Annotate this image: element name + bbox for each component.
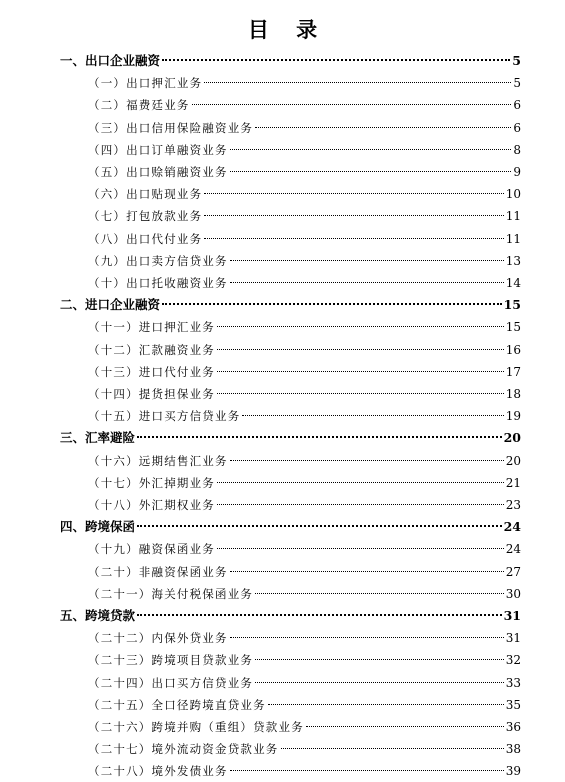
toc-page-number: 14 bbox=[505, 276, 521, 290]
toc-entry-label: （二十三）跨境项目贷款业务 bbox=[88, 653, 254, 668]
toc-page-number: 9 bbox=[513, 165, 521, 179]
dot-leader bbox=[137, 614, 502, 616]
toc-entry-label: 四、跨境保函 bbox=[60, 519, 136, 535]
toc-entry-label: 一、出口企业融资 bbox=[60, 53, 161, 68]
toc-item-entry[interactable] bbox=[88, 627, 521, 649]
toc-entry-label: （十三）进口代付业务 bbox=[88, 364, 215, 379]
dot-leader bbox=[162, 303, 502, 305]
toc-item-entry[interactable] bbox=[88, 228, 521, 250]
dot-leader bbox=[217, 504, 504, 505]
toc-item-entry[interactable] bbox=[88, 450, 521, 472]
toc-entry-label: （十五）进口买方信贷业务 bbox=[88, 409, 241, 424]
toc-entry-label: （二十七）境外流动资金贷款业务 bbox=[88, 742, 279, 757]
toc-item-entry[interactable] bbox=[88, 316, 521, 338]
toc-section-entry[interactable] bbox=[60, 605, 521, 627]
dot-leader bbox=[204, 193, 503, 194]
dot-leader bbox=[306, 726, 504, 727]
dot-leader bbox=[217, 326, 504, 327]
toc-entry-label: （二十一）海关付税保函业务 bbox=[88, 586, 254, 601]
toc-entry-label: （二）福费廷业务 bbox=[88, 98, 190, 113]
toc-page-number: 31 bbox=[505, 631, 521, 646]
toc-item-entry[interactable] bbox=[88, 183, 521, 205]
toc-entry-label: （六）出口贴现业务 bbox=[88, 187, 203, 202]
dot-leader bbox=[204, 238, 503, 239]
toc-item-entry[interactable] bbox=[88, 361, 521, 383]
toc-page-number: 8 bbox=[513, 142, 521, 157]
toc-entry-label: （二十八）境外发债业务 bbox=[88, 764, 228, 779]
toc-item-entry[interactable] bbox=[88, 583, 521, 605]
toc-item-entry[interactable] bbox=[88, 272, 521, 294]
toc-item-entry[interactable] bbox=[88, 161, 521, 183]
toc-page-number: 36 bbox=[505, 720, 521, 734]
toc-entry-label: （二十）非融资保函业务 bbox=[88, 564, 228, 579]
toc-page-number: 24 bbox=[505, 542, 521, 557]
toc-page-number: 21 bbox=[505, 475, 521, 490]
dot-leader bbox=[230, 260, 504, 261]
dot-leader bbox=[268, 704, 504, 705]
toc-page-number: 16 bbox=[505, 342, 521, 357]
dot-leader bbox=[217, 548, 504, 549]
toc-entry-label: （十七）外汇掉期业务 bbox=[88, 475, 215, 490]
toc-entry-label: （十四）提货担保业务 bbox=[88, 387, 215, 401]
toc-page-number: 5 bbox=[512, 53, 521, 68]
toc-entry-label: （一）出口押汇业务 bbox=[88, 76, 203, 91]
dot-leader bbox=[192, 104, 512, 105]
dot-leader bbox=[217, 371, 504, 372]
toc-item-entry[interactable] bbox=[88, 117, 521, 139]
toc-page-number: 11 bbox=[505, 231, 521, 246]
dot-leader bbox=[217, 349, 504, 350]
toc-item-entry[interactable] bbox=[88, 672, 521, 694]
toc-entry-label: （十一）进口押汇业务 bbox=[88, 320, 215, 335]
toc-entry-label: （二十二）内保外贷业务 bbox=[88, 631, 228, 646]
dot-leader bbox=[217, 393, 504, 394]
dot-leader bbox=[242, 415, 503, 416]
toc-item-entry[interactable] bbox=[88, 561, 521, 583]
toc-page-number: 18 bbox=[505, 387, 521, 401]
toc-page-number: 20 bbox=[505, 453, 521, 468]
toc-page-number: 23 bbox=[505, 498, 521, 512]
dot-leader bbox=[230, 460, 504, 461]
toc-page-number: 31 bbox=[503, 608, 521, 623]
dot-leader bbox=[230, 149, 512, 150]
toc-entry-label: （二十五）全口径跨境直贷业务 bbox=[88, 697, 266, 712]
toc-entry-label: 二、进口企业融资 bbox=[60, 297, 161, 313]
toc-page-number: 6 bbox=[513, 98, 521, 113]
toc-entry-label: （三）出口信用保险融资业务 bbox=[88, 120, 254, 135]
toc-item-entry[interactable] bbox=[88, 494, 521, 516]
toc-page-number: 38 bbox=[505, 742, 521, 757]
toc-entry-label: 三、汇率避险 bbox=[60, 430, 136, 446]
dot-leader bbox=[255, 682, 504, 683]
dot-leader bbox=[204, 215, 503, 216]
toc-item-entry[interactable] bbox=[88, 72, 521, 94]
toc-page-number: 11 bbox=[505, 209, 521, 224]
toc-entry-label: 五、跨境贷款 bbox=[60, 608, 136, 623]
toc-page-number: 20 bbox=[503, 430, 521, 446]
toc-item-entry[interactable] bbox=[88, 339, 521, 361]
dot-leader bbox=[217, 482, 504, 483]
dot-leader bbox=[137, 436, 502, 438]
dot-leader bbox=[281, 748, 504, 749]
toc-item-entry[interactable] bbox=[88, 649, 521, 671]
toc-item-entry[interactable] bbox=[88, 694, 521, 716]
dot-leader bbox=[255, 593, 504, 594]
toc-page-number: 17 bbox=[505, 364, 521, 379]
toc-page-number: 15 bbox=[503, 297, 521, 313]
toc-page-number: 39 bbox=[505, 764, 521, 779]
toc-page-number: 27 bbox=[505, 564, 521, 579]
toc-section-entry[interactable] bbox=[60, 294, 521, 316]
dot-leader bbox=[162, 59, 510, 61]
toc-entry-label: （七）打包放款业务 bbox=[88, 209, 203, 224]
dot-leader bbox=[230, 637, 504, 638]
toc-page-number: 6 bbox=[513, 120, 521, 135]
toc-page-number: 33 bbox=[505, 675, 521, 690]
toc-item-entry[interactable] bbox=[88, 472, 521, 494]
toc-item-entry[interactable] bbox=[88, 538, 521, 560]
toc-entry-label: （十九）融资保函业务 bbox=[88, 542, 215, 557]
toc-page-number: 35 bbox=[505, 697, 521, 712]
toc-entry-label: （八）出口代付业务 bbox=[88, 231, 203, 246]
toc-title: 目 录 bbox=[247, 17, 328, 42]
dot-leader bbox=[204, 82, 511, 83]
toc-section-entry[interactable] bbox=[60, 50, 521, 72]
toc-item-entry[interactable] bbox=[88, 94, 521, 116]
dot-leader bbox=[255, 127, 511, 128]
toc-page-number: 13 bbox=[505, 253, 521, 268]
toc-item-entry[interactable] bbox=[88, 738, 521, 760]
toc-entry-label: （十八）外汇期权业务 bbox=[88, 498, 215, 512]
toc-section-entry[interactable] bbox=[60, 427, 521, 449]
toc-entry-label: （二十四）出口买方信贷业务 bbox=[88, 675, 254, 690]
toc-item-entry[interactable] bbox=[88, 250, 521, 272]
toc-page-number: 24 bbox=[503, 519, 521, 535]
toc-entry-label: （十二）汇款融资业务 bbox=[88, 342, 215, 357]
toc-entry-label: （五）出口赊销融资业务 bbox=[88, 165, 228, 179]
toc-item-entry[interactable] bbox=[88, 139, 521, 161]
toc-section-entry[interactable] bbox=[60, 516, 521, 538]
toc-entry-label: （十六）远期结售汇业务 bbox=[88, 453, 228, 468]
dot-leader bbox=[230, 770, 504, 771]
toc-page-number: 15 bbox=[505, 320, 521, 335]
toc-page-number: 30 bbox=[505, 586, 521, 601]
toc-entry-label: （九）出口卖方信贷业务 bbox=[88, 253, 228, 268]
toc-page-number: 10 bbox=[505, 187, 521, 202]
toc-item-entry[interactable] bbox=[88, 405, 521, 427]
toc-item-entry[interactable] bbox=[88, 716, 521, 738]
toc-page-number: 19 bbox=[505, 409, 521, 424]
dot-leader bbox=[255, 659, 504, 660]
dot-leader bbox=[230, 171, 512, 172]
toc-entry-label: （四）出口订单融资业务 bbox=[88, 142, 228, 157]
toc-page-number: 32 bbox=[505, 653, 521, 668]
toc-entry-label: （十）出口托收融资业务 bbox=[88, 276, 228, 290]
toc-item-entry[interactable] bbox=[88, 205, 521, 227]
toc-item-entry[interactable] bbox=[88, 760, 521, 782]
toc-item-entry[interactable] bbox=[88, 383, 521, 405]
dot-leader bbox=[230, 282, 504, 283]
toc-entry-label: （二十六）跨境并购（重组）贷款业务 bbox=[88, 720, 304, 734]
dot-leader bbox=[137, 525, 502, 527]
dot-leader bbox=[230, 571, 504, 572]
toc-page-number: 5 bbox=[513, 76, 521, 91]
